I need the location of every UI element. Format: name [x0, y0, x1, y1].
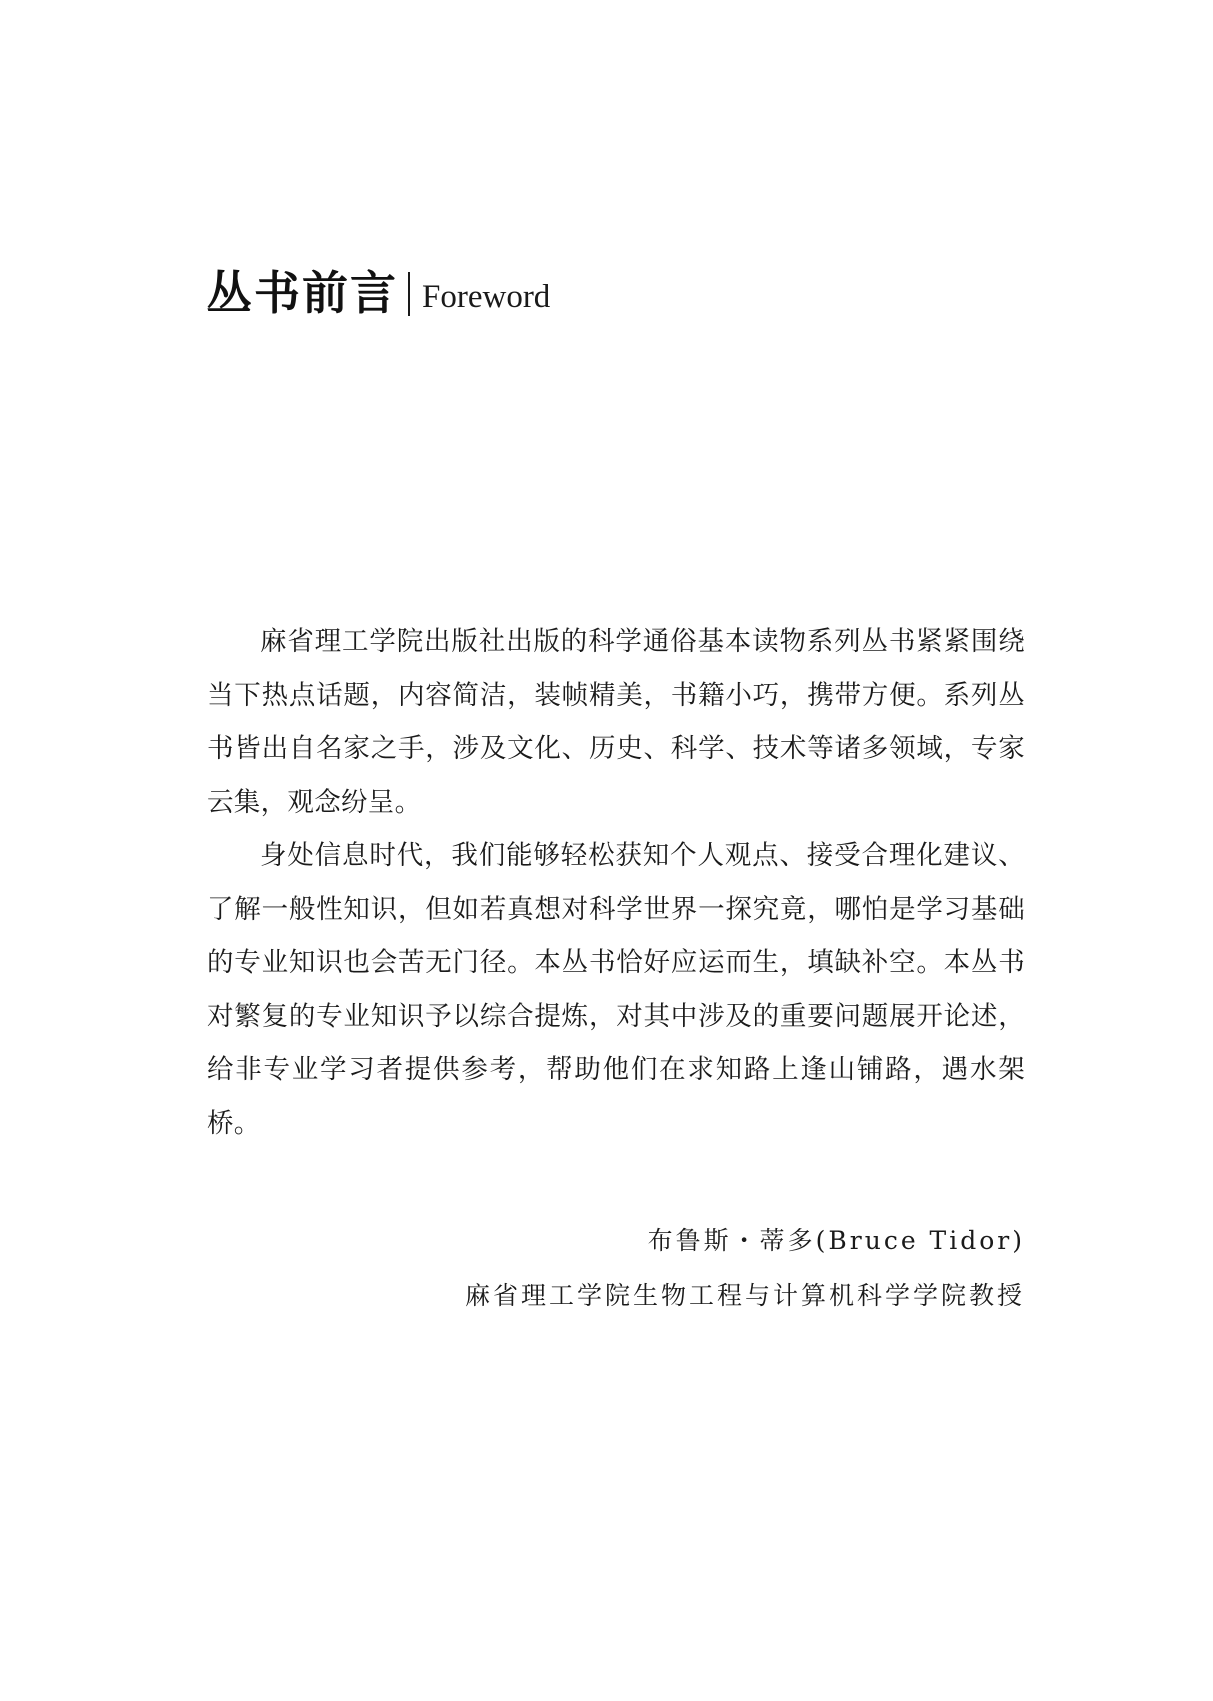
signature-name: 布鲁斯・蒂多(Bruce Tidor)	[647, 1226, 1025, 1255]
signature-title: 麻省理工学院生物工程与计算机科学学院教授	[464, 1281, 1025, 1310]
heading-divider	[408, 272, 410, 316]
foreword-body	[207, 615, 1025, 1150]
foreword-heading	[206, 258, 550, 322]
paragraph-2: 身处信息时代，我们能够轻松获知个人观点、接受合理化建议、了解一般性知识，但如若真想对科学世界一探究竟，哪怕是学习基础的专业知识也会苦无门径。本丛书恰好应运而生，填缺补空。本丛书对繁复的专业知识予以综合提炼，对其中涉及的重要问题展开论述，给非专业学习者提供参考，帮助他们在求知路上逢山铺路，遇水架桥。	[207, 840, 1025, 1139]
paragraph-1: 麻省理工学院出版社出版的科学通俗基本读物系列丛书紧紧围绕当下热点话题，内容简洁，装帧精美，书籍小巧，携带方便。系列丛书皆出自名家之手，涉及文化、历史、科学、技术等诸多领域，专家云集，观念纷呈。	[207, 626, 1025, 818]
signature-block	[465, 1213, 1025, 1323]
heading-title-english: Foreword	[422, 279, 551, 315]
heading-title-chinese: 丛书前言	[206, 266, 398, 320]
